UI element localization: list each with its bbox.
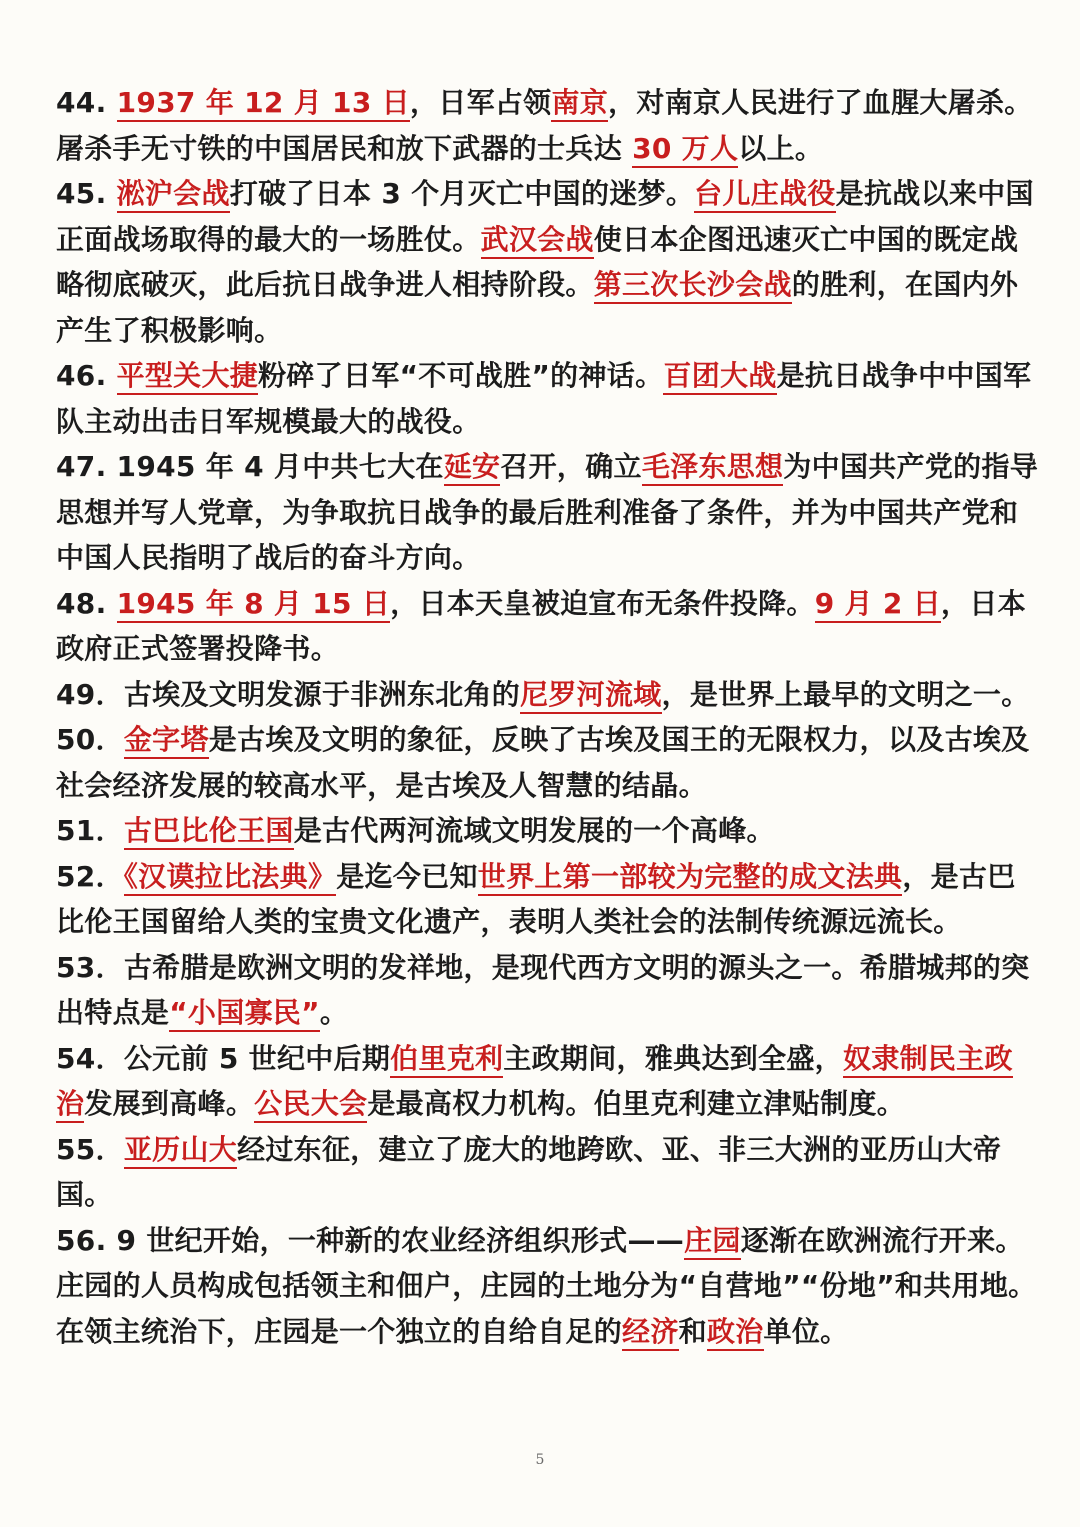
text-segment: 是古埃及文明的象征，反映了古埃及国王的无限权力，以及古埃及社会经济发展的较高水平，是古埃及人智慧的结晶。	[56, 723, 1030, 802]
highlighted-term: 政治	[707, 1315, 764, 1351]
text-segment: 和	[678, 1314, 707, 1348]
text-segment: 44.	[56, 86, 117, 119]
text-segment: 46.	[56, 359, 117, 392]
text-segment: 51．	[56, 814, 124, 847]
highlighted-term: 淞沪会战	[117, 177, 230, 213]
text-segment: 发展到高峰。	[84, 1087, 255, 1120]
text-segment: 47. 1945 年 4 月中共七大在	[56, 450, 444, 483]
list-item	[56, 1218, 1041, 1355]
text-segment: 54．公元前 5 世纪中后期	[56, 1041, 391, 1075]
text-segment: 50．	[56, 723, 124, 756]
list-item	[56, 581, 1041, 672]
highlighted-term: 9 月 2 日	[815, 587, 941, 623]
text-segment: ，日本天皇被迫宣布无条件投降。	[390, 586, 815, 620]
text-segment: 48.	[56, 586, 117, 620]
highlighted-term: 延安	[444, 450, 501, 486]
highlighted-term: 南京	[551, 86, 608, 122]
text-segment: 56. 9 世纪开始，一种新的农业经济组织形式——	[56, 1223, 685, 1257]
highlighted-term: 百团大战	[663, 359, 776, 395]
list-item	[56, 80, 1041, 171]
text-segment: 召开，确立	[500, 450, 642, 483]
highlighted-term: 平型关大捷	[117, 359, 259, 395]
text-segment: 单位。	[763, 1314, 849, 1348]
text-segment: 49．古埃及文明发源于非洲东北角的	[56, 677, 521, 711]
highlighted-term: 公民大会	[254, 1087, 367, 1123]
highlighted-term: “小国寡民”	[169, 996, 320, 1032]
text-segment: 为中国共产党的指导思想并写人党章，为争取抗日战争的最后胜利准备了条件，并为中国共产党和中国人民指明了战后的奋斗方向。	[56, 450, 1039, 574]
text-segment: 是抗战以来中国正面战场取得的最大的一场胜仗。	[56, 177, 1034, 256]
list-item	[56, 717, 1041, 808]
list-item	[56, 672, 1041, 718]
text-segment: 主政期间，雅典达到全盛，	[503, 1041, 843, 1075]
text-segment: 52．	[56, 859, 124, 893]
highlighted-term: 1937 年 12 月 13 日	[117, 86, 410, 122]
text-segment: 逐渐在欧洲流行开来。庄园的人员构成包括领主和佃户，庄园的土地分为“自营地”“份地”和共用地。在领主统治下，庄园是一个独立的自给自足的	[56, 1223, 1037, 1348]
highlighted-term: 第三次长沙会战	[594, 268, 792, 304]
highlighted-term: 《汉谟拉比法典》	[124, 860, 336, 896]
highlighted-term: 古巴比伦王国	[124, 814, 294, 850]
text-segment: ，日本政府正式签署投降书。	[56, 586, 1026, 665]
text-segment: 粉碎了日军“不可战胜”的神话。	[258, 359, 664, 392]
highlighted-term: 亚历山大	[124, 1133, 237, 1169]
text-segment: 是古代两河流域文明发展的一个高峰。	[293, 814, 775, 847]
text-segment: 是最高权力机构。伯里克利建立津贴制度。	[367, 1087, 906, 1120]
list-item	[56, 1036, 1041, 1127]
text-segment: 55．	[56, 1132, 124, 1166]
highlighted-term: 尼罗河流域	[520, 678, 662, 714]
text-segment: 经过东征，建立了庞大的地跨欧、亚、非三大洲的亚历山大帝国。	[56, 1132, 1002, 1211]
list-item	[56, 808, 1041, 854]
text-segment: 使日本企图迅速灭亡中国的既定战略彻底破灭，此后抗日战争进人相持阶段。	[56, 222, 1019, 301]
highlighted-term: 伯里克利	[390, 1042, 503, 1078]
text-segment: 。	[319, 996, 349, 1029]
highlighted-term: 金字塔	[124, 723, 209, 759]
highlighted-term: 武汉会战	[481, 223, 594, 259]
highlighted-term: 1945 年 8 月 15 日	[117, 587, 391, 623]
list-item	[56, 353, 1041, 444]
text-segment: ，对南京人民进行了血腥大屠杀。屠杀手无寸铁的中国居民和放下武器的士兵达	[56, 86, 1033, 165]
text-segment: 是迄今已知	[336, 859, 478, 893]
text-segment: 是抗日战争中中国军队主动出击日军规模最大的战役。	[56, 359, 1032, 438]
highlighted-term: 30 万人	[632, 132, 738, 168]
list-item	[56, 945, 1041, 1036]
text-segment: 53．古希腊是欧洲文明的发祥地，是现代西方文明的源头之一。希腊城邦的突出特点是	[56, 950, 1030, 1029]
highlighted-term: 庄园	[684, 1224, 741, 1260]
text-segment: ，是古巴比伦王国留给人类的宝贵文化遗产，表明人类社会的法制传统源远流长。	[56, 859, 1016, 938]
highlighted-term: 经济	[622, 1315, 679, 1351]
list-item	[56, 854, 1041, 945]
list-item	[56, 171, 1041, 353]
text-segment: ，日军占领	[409, 86, 552, 119]
text-segment: 45.	[56, 177, 117, 210]
list-item	[56, 444, 1041, 581]
document-body	[56, 80, 1041, 1354]
text-segment: 以上。	[738, 131, 824, 165]
text-segment: 的胜利，在国内外产生了积极影响。	[56, 268, 1019, 347]
highlighted-term: 台儿庄战役	[694, 177, 836, 213]
highlighted-term: 毛泽东思想	[642, 450, 784, 486]
page-number: 5	[535, 1452, 545, 1468]
highlighted-term: 奴隶制民主政治	[56, 1042, 1013, 1124]
text-segment: ，是世界上最早的文明之一。	[661, 677, 1030, 711]
highlighted-term: 世界上第一部较为完整的成文法典	[478, 860, 903, 896]
list-item	[56, 1127, 1041, 1218]
text-segment: 打破了日本 3 个月灭亡中国的迷梦。	[229, 177, 695, 210]
